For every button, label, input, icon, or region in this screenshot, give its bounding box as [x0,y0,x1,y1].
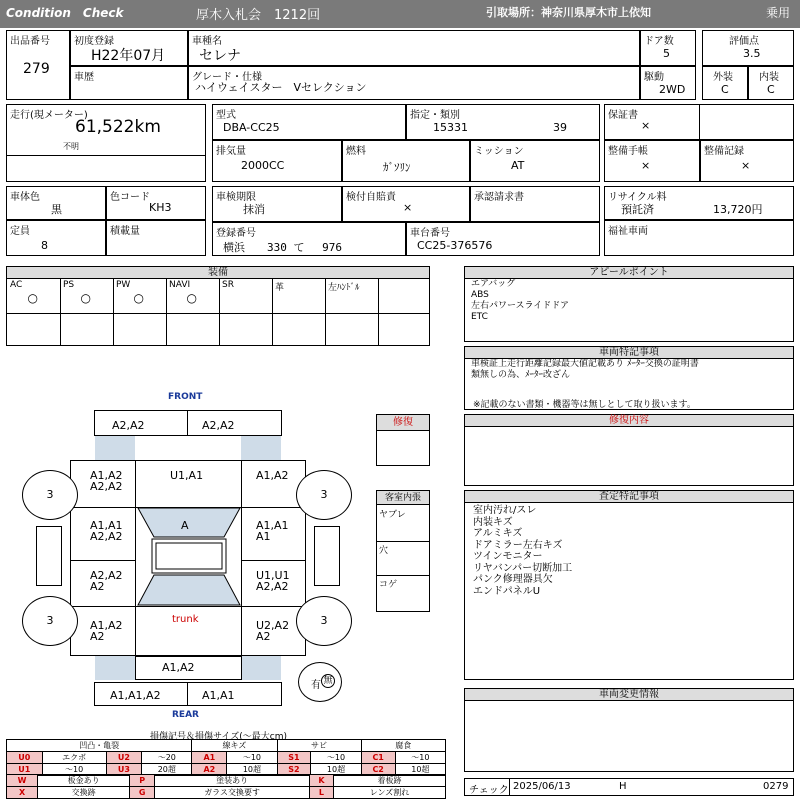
warranty-label: 保証書 [608,110,638,121]
inspection-label: 車検期限 [216,192,256,203]
interior-label: 内装 [759,72,779,83]
repair-content-box [464,414,794,486]
plate-label: 登録番号 [216,228,256,239]
legend-description: 板金あり [38,775,130,787]
appraisal-line: 内装キズ [473,516,513,528]
manual-label: 整備手帳 [608,146,648,157]
first-registration-label: 初度登録 [74,36,114,47]
door-fl-damage-2: A2,A2 [90,530,123,543]
legend-code: A1 [192,752,227,764]
legend-description: 着板跡 [334,775,446,787]
legend-description: 10超 [227,764,277,776]
welfare-cell [604,220,794,256]
spare-tire [298,662,342,702]
mileage-label: 走行(現メーター) [10,110,88,121]
legend-code: W [7,775,38,787]
manual-cell [604,140,700,182]
legend-description: 〜10 [227,752,277,764]
approval-label: 承認請求書 [474,192,524,203]
inspection: 抹消 [243,203,265,216]
divider [509,779,510,795]
front-bumper-left-damage: A2,A2 [112,419,145,432]
repair-title: 修復 [377,415,429,431]
legend-description: 塗装あり [155,775,310,787]
divider [7,155,205,156]
legend-description: 10超 [395,764,445,776]
history-cell [70,66,188,100]
special-note-line: 車検証上走行距離記録最大値記載あり ﾒｰﾀｰ交換の証明書 [471,359,699,369]
mirror-left [36,526,62,586]
designation-label: 指定・類別 [410,110,460,121]
manual: × [641,159,651,172]
legend-group: 線キズ [192,740,277,752]
mission-cell [470,140,600,182]
quarter-rl-damage-1: A1,A2 [90,619,123,632]
load-label: 積載量 [110,226,140,237]
inspection-cell [212,186,342,222]
appraisal-line: リヤバンパー切断加工 [473,562,573,574]
wheel-front-right: 3 [296,470,352,520]
chassis-cell [406,222,600,256]
warranty: × [641,119,651,132]
appraisal-line: ツインモニター [473,551,543,562]
legend-description: 〜20 [142,752,192,764]
interior-damage-title: 客室内張 [377,491,429,505]
displacement: 2000CC [241,159,285,172]
cabin-glass [136,507,242,607]
special-notes-box [464,346,794,410]
door-rl-damage-2: A2 [90,580,105,593]
legend-description: 交換跡 [38,787,130,799]
legend-description: レンズ割れ [334,787,446,799]
legend-code: U0 [7,752,43,764]
divider [377,541,429,542]
repair-box [376,414,430,466]
capacity: 8 [41,239,48,252]
legend-code: L [309,787,333,799]
legend-description: ガラス交換要す [155,787,310,799]
service-record: × [741,159,751,172]
mirror-right [314,526,340,586]
legend-code: X [7,787,38,799]
appraisal-line: ドアミラー左右キズ [473,539,563,551]
interior-damage-box [376,490,430,612]
fuel-cell [342,140,470,182]
divider [60,279,61,345]
interior-cell [748,66,794,100]
divider [241,560,306,561]
divider [325,279,326,345]
doors-cell [640,30,696,66]
self-liability-label: 検付自賠責 [346,192,396,203]
divider [219,279,220,345]
door-fr-damage-1: A1,A1 [256,519,289,532]
equipment-title: 装備 [7,267,429,279]
warranty-cell [604,104,794,140]
trunk-label: trunk [172,614,199,625]
check-number: 0279 [763,781,789,792]
first-registration: H22年07月 [91,48,166,64]
lot-number: 279 [23,61,50,77]
legend-description: 〜10 [42,764,106,776]
score-cell [702,30,794,66]
designation: 15331 [433,121,468,134]
doors-label: ドア数 [644,36,674,47]
fuel: ｶﾞｿﾘﾝ [383,161,411,174]
legend-code: U1 [7,764,43,776]
chassis: CC25-376576 [417,239,493,252]
equipment-mark: ○ [186,291,197,305]
designation-cell [406,104,600,140]
self-liability: × [403,201,413,214]
mileage-note: 不明 [63,142,79,151]
legend-group: 凹凸・亀裂 [7,740,192,752]
equipment-header: AC [10,280,23,290]
taillamp-right [241,656,281,680]
category: 39 [553,121,567,134]
quarter-rr-damage-1: U2,A2 [256,619,290,632]
car-name: セレナ [199,48,241,64]
repair-legend [6,774,446,799]
spare-tire-prefix: 有 [311,680,321,691]
plate-cell [212,222,406,256]
front-bumper-right-damage: A2,A2 [202,419,235,432]
legend-group: 腐食 [361,740,445,752]
chassis-label: 車台番号 [410,228,450,239]
mission-label: ミッション [474,146,524,157]
door-rr-damage-1: U1,U1 [256,569,290,582]
equipment-table [6,266,430,346]
legend-group: サビ [277,740,361,752]
divider [7,313,429,314]
divider [187,411,188,435]
service-record-cell [700,140,794,182]
recycle-label: リサイクル料 [608,192,667,203]
repair-content-title: 修復内容 [465,415,793,427]
capacity-label: 定員 [10,226,30,237]
equipment-header: 革 [275,283,285,293]
check-date: 2025/06/13 [513,781,571,792]
wheel-rear-right: 3 [296,596,352,646]
spare-tire-mark: 無 [321,674,335,688]
interior-damage-tear: ヤブレ [379,510,406,520]
score-label: 評価点 [729,36,759,47]
quarter-rl-damage-2: A2 [90,630,105,643]
appraisal-line: エンドパネルU [473,585,541,597]
wheel-rear-left: 3 [22,596,78,646]
legend-code: P [130,775,155,787]
drive-cell [640,66,696,100]
lot-label: 出品番号 [10,36,50,47]
welfare-label: 福祉車両 [608,226,648,237]
appeal-line: ETC [471,312,488,322]
doors: 5 [663,47,670,60]
grade-label: グレード・仕様 [192,72,262,83]
roof-damage: A [181,519,189,532]
legend-code: S2 [277,764,311,776]
change-info-box [464,688,794,772]
legend-code: G [130,787,155,799]
legend-code: A2 [192,764,227,776]
brand-title: Condition Check [6,6,124,20]
rear-bumper-left-damage: A1,A1,A2 [110,689,161,702]
equipment-header: PW [116,280,131,290]
appraisal-title: 査定特記事項 [465,491,793,503]
plate: 横浜 330 て 976 [223,241,342,254]
exterior: C [721,83,729,96]
drive: 2WD [659,83,686,96]
door-fl-damage-1: A1,A1 [90,519,123,532]
exterior-cell [702,66,748,100]
load-cell [106,220,206,256]
divider [70,560,136,561]
color-code: KH3 [149,201,172,214]
legend-description: エクボ [42,752,106,764]
self-liability-cell [342,186,470,222]
body-color-cell [6,186,106,220]
fender-fr-damage: A1,A2 [256,469,289,482]
interior-damage-burn: コゲ [379,580,398,590]
recycle-status: 預託済 [621,203,654,216]
special-footnote: ※記載のない書類・機器等は無しとして取り扱います。 [473,400,696,410]
divider [241,507,306,508]
legend-description: 〜10 [395,752,445,764]
check-label: チェック [469,785,509,796]
color-code-cell [106,186,206,220]
legend-description: 〜10 [311,752,361,764]
divider [378,279,379,345]
divider [377,575,429,576]
equipment-header: SR [222,280,234,290]
divider [166,279,167,345]
exterior-label: 外装 [713,72,733,83]
divider [272,279,273,345]
pickup-location: 引取場所：神奈川県厚木市上依知 [486,6,651,19]
equipment-header: NAVI [169,280,191,290]
damage-legend [6,739,446,776]
legend-code: C2 [361,764,395,776]
color-code-label: 色コード [110,192,150,203]
grade-cell [188,66,640,100]
legend-code: U3 [106,764,142,776]
mileage: 61,522km [75,117,161,137]
history-label: 車歴 [74,72,94,83]
appeal-box [464,266,794,342]
appeal-line: エアバッグ [471,279,516,289]
appraisal-box [464,490,794,680]
legend-code: C1 [361,752,395,764]
headlamp-left [95,436,135,460]
special-note-line: 類無しの為、ﾒｰﾀｰ改ざん [471,370,571,380]
interior: C [767,83,775,96]
drive-label: 駆動 [644,72,664,83]
displacement-label: 排気量 [216,146,246,157]
mission: AT [511,159,525,172]
special-title: 車両特記事項 [465,347,793,359]
body-color: 黒 [51,203,62,216]
door-rl-damage-1: A2,A2 [90,569,123,582]
door-fr-damage-2: A1 [256,530,271,543]
score: 3.5 [743,47,761,60]
model: DBA-CC25 [223,121,280,134]
appraisal-line: アルミキズ [473,528,523,539]
wheel-front-left: 3 [22,470,78,520]
vehicle-class: 乗用 [766,6,791,20]
car-name-label: 車種名 [192,36,222,47]
change-info-title: 車両変更情報 [465,689,793,701]
auction-title: 厚木入札会 1212回 [196,8,321,23]
body-color-label: 車体色 [10,192,40,203]
rear-panel-damage: A1,A2 [162,661,195,674]
model-cell [212,104,406,140]
fuel-label: 燃料 [346,146,366,157]
hood-damage: U1,A1 [170,469,204,482]
headlamp-right [241,436,281,460]
legend-description: 20超 [142,764,192,776]
door-rr-damage-2: A2,A2 [256,580,289,593]
equipment-header: 左ﾊﾝﾄﾞﾙ [328,283,360,293]
first-registration-cell [70,30,188,66]
displacement-cell [212,140,342,182]
fender-fl-damage-2: A2,A2 [90,480,123,493]
check-row [464,778,794,796]
front-label: FRONT [168,392,203,402]
capacity-cell [6,220,106,256]
recycle-cell [604,186,794,220]
model-label: 型式 [216,110,236,121]
appeal-line: ABS [471,290,489,300]
divider [187,683,188,705]
mileage-cell [6,104,206,182]
taillamp-left [95,656,135,680]
legend-code: K [309,775,333,787]
appeal-title: アピールポイント [465,267,793,279]
service-record-label: 整備記録 [704,146,744,157]
grade: ハイウェイスター Vセレクション [195,81,367,94]
appeal-line: 左右パワースライドドア [471,301,570,311]
car-name-cell [188,30,640,66]
legend-title: 損傷記号＆損傷サイズ(〜最大cm) [150,732,288,742]
header-bar [0,0,800,28]
lot-number-cell [6,30,70,100]
equipment-mark: ○ [80,291,91,305]
rear-label: REAR [172,710,199,720]
recycle-fee: 13,720円 [713,203,763,216]
interior-damage-hole: 穴 [379,546,389,556]
legend-code: U2 [106,752,142,764]
divider [699,105,700,139]
appraisal-line: パンク修理器具欠 [473,574,553,585]
equipment-header: PS [63,280,75,290]
legend-code: S1 [277,752,311,764]
fender-fl-damage-1: A1,A2 [90,469,123,482]
quarter-rr-damage-2: A2 [256,630,271,643]
divider [113,279,114,345]
approval-cell [470,186,600,222]
legend-description: 10超 [311,764,361,776]
rear-bumper-right-damage: A1,A1 [202,689,235,702]
divider [70,507,136,508]
equipment-mark: ○ [27,291,38,305]
appraisal-line: 室内汚れ/スレ [473,505,537,516]
inspector: H [619,781,627,792]
equipment-mark: ○ [133,291,144,305]
